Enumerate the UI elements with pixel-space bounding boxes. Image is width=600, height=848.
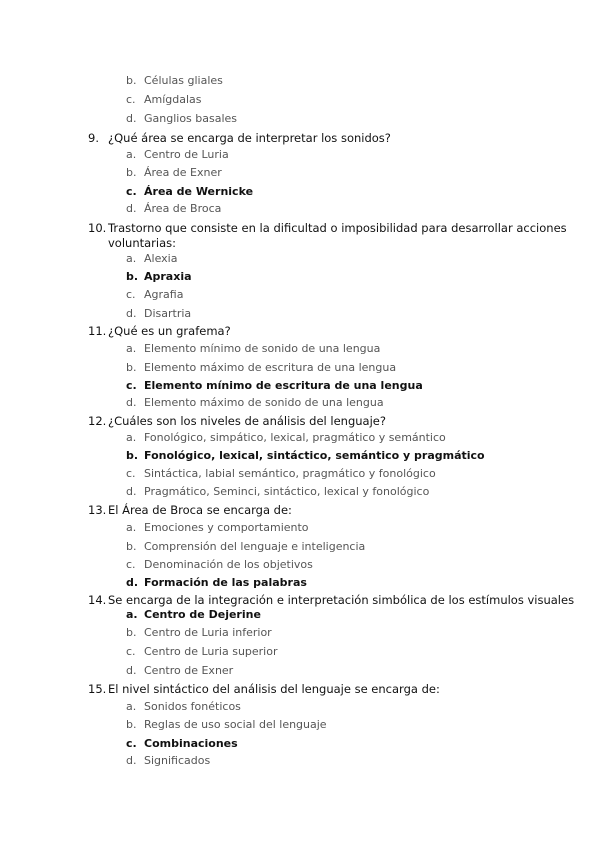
option-letter: b. [126,166,137,179]
option-text: Pragmático, Seminci, sintáctico, lexical y fonológico [144,485,430,498]
option-letter: b. [126,361,137,374]
option-text: Alexia [144,252,178,265]
option-letter: d. [126,307,137,320]
option-letter: a. [126,700,137,713]
option-text: Centro de Exner [144,664,234,677]
question-text-line-2: voluntarias: [108,236,177,250]
option-letter: a. [126,148,137,161]
option-letter: c. [126,185,137,198]
question-number: 14. [88,593,107,607]
option-text: Ganglios basales [144,112,238,125]
option-text: Elemento máximo de escritura de una lengua [144,361,397,374]
option-text: Emociones y comportamiento [144,521,309,534]
option-letter: c. [126,288,136,301]
question-number: 12. [88,414,107,428]
option-letter: d. [126,202,137,215]
option-letter: a. [126,608,138,621]
option-letter: b. [126,626,137,639]
option-letter: c. [126,645,136,658]
option-text: Centro de Luria inferior [144,626,272,639]
option-text: Disartria [144,307,192,320]
question-number: 10. [88,221,107,235]
option-letter: d. [126,396,137,409]
option-text: Amígdalas [144,93,202,106]
question-number: 13. [88,503,107,517]
question-text: ¿Qué es un grafema? [108,324,231,338]
option-letter: b. [126,270,139,283]
option-letter: c. [126,379,137,392]
option-letter: b. [126,718,137,731]
option-text: Elemento mínimo de escritura de una lengua [144,379,423,392]
option-text: Combinaciones [144,737,238,750]
option-text: Fonológico, lexical, sintáctico, semántico y pragmático [144,449,485,462]
option-letter: a. [126,342,137,355]
question-number: 11. [88,324,107,338]
option-letter: a. [126,431,137,444]
option-letter: b. [126,540,137,553]
option-text: Células gliales [144,74,223,87]
option-letter: d. [126,576,139,589]
option-letter: c. [126,467,136,480]
option-text: Sintáctica, labial semántico, pragmático y fonológico [144,467,436,480]
option-letter: d. [126,664,137,677]
option-text: Área de Wernicke [144,185,254,198]
option-text: Elemento mínimo de sonido de una lengua [144,342,381,355]
option-letter: a. [126,252,137,265]
option-text: Comprensión del lenguaje e inteligencia [144,540,366,553]
question-text: ¿Qué área se encarga de interpretar los sonidos? [108,131,391,145]
question-number: 15. [88,682,107,696]
question-text: Trastorno que consiste en la dificultad o imposibilidad para desarrollar acciones [108,221,567,235]
option-letter: c. [126,93,136,106]
option-text: Centro de Luria superior [144,645,278,658]
option-letter: b. [126,74,137,87]
option-letter: c. [126,737,137,750]
option-letter: d. [126,485,137,498]
option-text: Denominación de los objetivos [144,558,313,571]
option-text: Área de Exner [144,166,222,179]
option-text: Sonidos fonéticos [144,700,241,713]
option-letter: a. [126,521,137,534]
question-number: 9. [88,131,99,145]
option-text: Centro de Luria [144,148,229,161]
option-text: Elemento máximo de sonido de una lengua [144,396,384,409]
option-text: Centro de Dejerine [144,608,261,621]
option-text: Significados [144,754,211,767]
question-text: Se encarga de la integración e interpretación simbólica de los estímulos visuales [108,593,575,607]
question-text: El nivel sintáctico del análisis del lenguaje se encarga de: [108,682,440,696]
option-letter: d. [126,112,137,125]
question-text: ¿Cuáles son los niveles de análisis del lenguaje? [108,414,386,428]
option-text: Fonológico, simpático, lexical, pragmático y semántico [144,431,446,444]
option-text: Agrafia [144,288,184,301]
option-letter: b. [126,449,139,462]
option-text: Área de Broca [144,202,222,215]
option-text: Formación de las palabras [144,576,307,589]
option-letter: d. [126,754,137,767]
option-text: Reglas de uso social del lenguaje [144,718,327,731]
question-text: El Área de Broca se encarga de: [108,503,292,517]
option-text: Apraxia [144,270,192,283]
option-letter: c. [126,558,136,571]
